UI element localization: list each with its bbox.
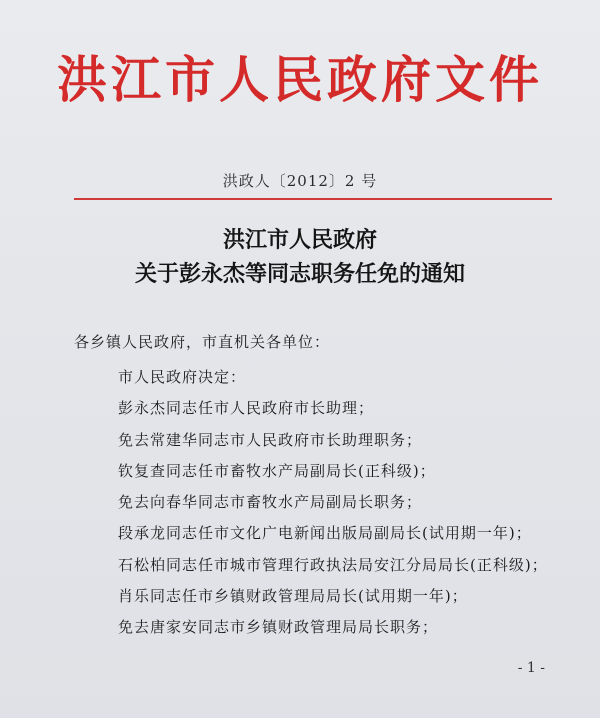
body-line: 彭永杰同志任市人民政府市长助理； [118,399,375,418]
body-line: 市人民政府决定： [118,368,247,386]
body-line: 免去唐家安同志市乡镇财政管理局局长职务； [118,618,439,637]
document-number: 洪政人〔2012〕2 号 [222,172,378,190]
body-line: 钦复查同志任市畜牧水产局副局长(正科级)； [118,461,436,480]
body-line: 肖乐同志任市乡镇财政管理局局长(试用期一年)； [118,587,468,606]
body-line: 石松柏同志任市城市管理行政执法局安江分局局长(正科级)； [118,555,548,574]
red-divider-line [74,198,552,200]
document-header-title: 洪江市人民政府文件 [57,50,543,109]
body-line: 免去向春华同志市畜牧水产局副局长职务； [118,493,423,512]
body-line: 段承龙同志任市文化广电新闻出版局副局长(试用期一年)； [118,524,532,543]
notice-body [118,362,548,644]
notice-title-line-1: 洪江市人民政府 [222,227,377,253]
notice-title-line-2: 关于彭永杰等同志职务任免的通知 [134,261,465,287]
body-line: 免去常建华同志市人民政府市长助理职务； [118,430,423,449]
page-number: - 1 - [517,660,545,676]
addressee-line: 各乡镇人民政府，市直机关各单位： [74,333,331,351]
